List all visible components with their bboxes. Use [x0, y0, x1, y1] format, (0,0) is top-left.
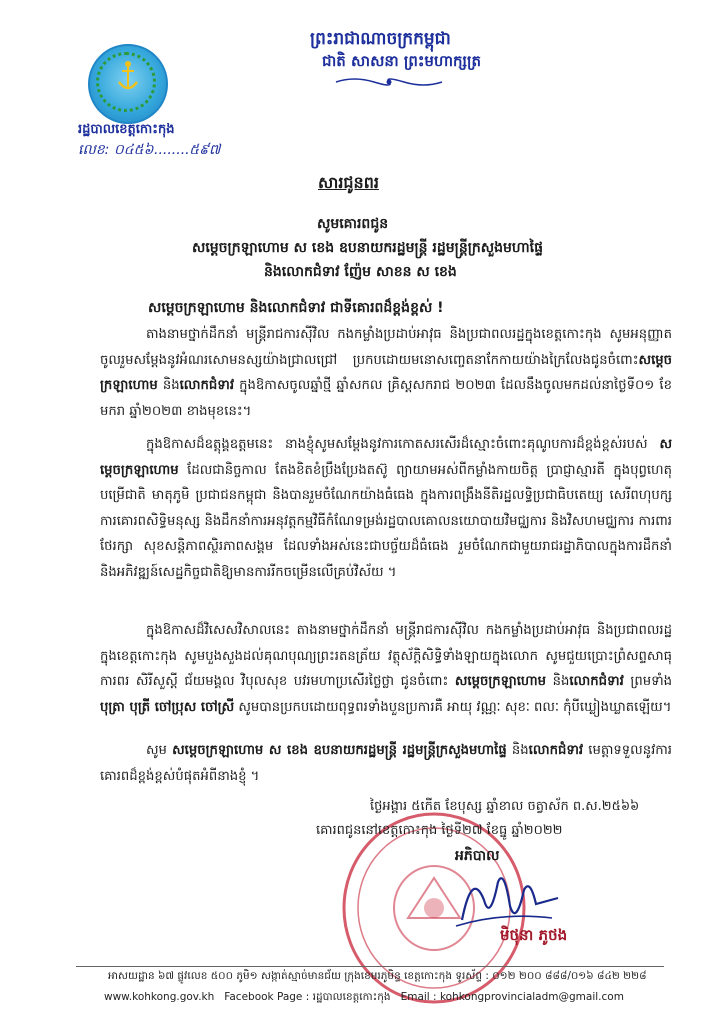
lunar-date: ថ្ងៃអង្គារ ៥កើត ខែបុស្ស ឆ្នាំខាល ចត្វាស័ក ព.ស.២៥៦៦ [370, 799, 640, 814]
paragraph-2 [100, 432, 672, 586]
p1-text-b: និង [157, 378, 180, 394]
footer-email-value[interactable]: kohkongprovincialadm@gmail.com [439, 991, 624, 1003]
anchor-icon [117, 60, 139, 94]
signer-name: មិថុនា ភូថង [500, 926, 568, 944]
footer-website[interactable]: www.kohkong.gov.kh [104, 991, 215, 1003]
kingdom-title: ព្រះរាជាណាចក្រកម្ពុជា [310, 29, 451, 49]
footer-address: អាសយដ្ឋាន ៦៧ ផ្លូវលេខ ៥០០ ភូមិ១ សង្កាត់ស្មាច់មានជ័យ ក្រុងខេមរភូមិន្ទ ខេត្តកោះកុង ទូរស័ព្ទ : ០១២ ២០០ ៨៨៨/០១៦ ៨៤២ ២២៨ [108, 970, 647, 982]
provincial-logo [88, 44, 168, 124]
ornament-divider-icon [334, 76, 444, 88]
signer-position: អភិបាល [455, 848, 500, 864]
footer-email-label: Email : [400, 991, 437, 1003]
footer-facebook-label: Facebook Page : [224, 991, 310, 1003]
paragraph-4 [100, 738, 672, 789]
p4-text-a: សូម [146, 743, 173, 758]
footer-divider [76, 966, 664, 967]
footer-facebook-value[interactable]: រដ្ឋបាលខេត្តកោះកុង [312, 991, 391, 1003]
p3-text-d: សូមបានប្រកបដោយពុទ្ធពរទាំងបួនប្រការគឺ អាយុ វណ្ណៈ សុខៈ ពលៈ កុំបីឃ្លៀងឃ្លាតឡើយ។ [234, 699, 672, 715]
document-title: សារជូនពរ [318, 173, 379, 192]
respect-line: សូមគោរពជូន [317, 216, 389, 232]
p2-text-a: ក្នុងឱកាសដ៏ឧត្តុង្គឧត្តមនេះ នាងខ្ញុំសូមសម្តែងនូវការកោតសរសើរដ៏ស្មោះចំពោះគុណូបការដ៏ខ្ពង់ខ្ពស់របស់ [146, 437, 660, 452]
p1-text-a: តាងនាមថ្នាក់ដឹកនាំ មន្ត្រីរាជការស៊ីវិល កងកម្លាំងប្រដាប់អាវុធ និងប្រជាពលរដ្ឋក្នុងខេត្តកោះកុង សូមអនុញ្ញាតចូលរួមសម្តែងនូវអំណរសោមនស្សយ៉ាងជ្រាលជ្រៅ ប្រកបដោយមនោសញ្ចេតនាកែកាយយ៉ាងក្រៃលែងជូនចំពោះ [100, 327, 672, 368]
salutation: សម្តេចក្រឡាហោម និងលោកជំទាវ ជាទីគោរពដ៏ខ្ពង់ខ្ពស់ ! [148, 300, 444, 316]
paragraph-3 [100, 618, 672, 720]
p3-text-c: ព្រមទាំង [623, 674, 672, 690]
p3-bold-b: លោកជំទាវ [569, 674, 624, 690]
recipient-line-1: សម្តេចក្រឡាហោម ស ខេង ឧបនាយករដ្ឋមន្ត្រី រដ្ឋមន្ត្រីក្រសួងមហាផ្ទៃ [192, 240, 543, 256]
footer-contact [104, 991, 624, 1006]
national-motto: ជាតិ សាសនា ព្រះមហាក្សត្រ [322, 52, 481, 70]
p4-bold-a: សម្តេចក្រឡាហោម ស ខេង ឧបនាយករដ្ឋមន្ត្រី រដ្ឋមន្ត្រីក្រសួងមហាផ្ទៃ [172, 743, 507, 758]
p2-text-b: ដែលជានិច្ចកាល តែងខិតខំប្រឹងប្រែងតស៊ូ ព្យាយាមអស់ពីកម្លាំងកាយចិត្ត ប្រាជ្ញាស្មារតី ក្នុងបុព្វហេតុបម្រើជាតិ មាតុភូមិ ប្រជាជនកម្ពុជា និងបានរួមចំណែកយ៉ាងធំធេង ក្នុងការពង្រឹងនីតិរដ្ឋលទ្ធិប្រជាធិបតេយ្យ សេរីពហុបក្ស ការគោរពសិទ្ធិមនុស្ស និងដឹកនាំការអនុវត្តកម្មវិធីកំណែទម្រង់រដ្ឋបាលគោលនយោបាយវិមជ្ឈការ និងវិសហមជ្ឈការ ការពារ ថែរក្សា សុខសន្តិភាពស្ថិរភាពសង្គម ដែលទាំងអស់នេះជាបច្ច័យដ៏ធំធេង រួមចំណែកជាមួយរាជរដ្ឋាភិបាលក្នុងការដឹកនាំ និងអភិវឌ្ឍន៍សេដ្ឋកិច្ចជាតិឱ្យមានការរីកចម្រើនលើគ្រប់វិស័យ ។ [100, 462, 672, 580]
p1-bold-a: សម្តេចក្រឡាហោម [100, 352, 672, 394]
p2-bold-a: សម្តេចក្រឡាហោម [100, 437, 672, 478]
p1-text-c: ក្នុងឱកាសចូលឆ្នាំថ្មី ឆ្នាំសកល គ្រិស្តសករាជ ២០២៣ ដែលនឹងចូលមកដល់នាថ្ងៃទី០១ ខែមករា ឆ្នាំ២០២៣ ខាងមុខនេះ។ [100, 378, 672, 419]
reference-value: ០៤៥៦........៥៩៧ [113, 142, 221, 158]
p3-bold-a: សម្តេចក្រឡាហោម [454, 674, 547, 690]
p4-bold-b: លោកជំទាវ [528, 743, 584, 758]
p3-text-a: ក្នុងឱកាសដ៏វិសេសវិសាលនេះ តាងនាមថ្នាក់ដឹកនាំ មន្ត្រីរាជការស៊ីវិល កងកម្លាំងប្រដាប់អាវុធ និងប្រជាពលរដ្ឋក្នុងខេត្តកោះកុង សូមបួងសួងដល់គុណបុណ្យព្រះរតនត្រ័យ វត្ថុស័ក្តិសិទ្ធិទាំងឡាយក្នុងលោក សូមជួយប្រោះព្រំសព្ទសាធុការពរ សិរីសួស្តី ជ័យមង្គល វិបុលសុខ បវរមហាប្រសើរថ្លៃថ្លា ជូនចំពោះ [100, 623, 672, 690]
p4-text-b: និង [506, 743, 529, 758]
p3-bold-c: បុត្រា បុត្រី ចៅប្រុស ចៅស្រី [100, 699, 235, 715]
place-and-date: គោរពជូននៅខេត្តកោះកុង ថ្ងៃទី២៧ ខែធ្នូ ឆ្នាំ២០២២ [316, 823, 563, 838]
p4-text-c: មេត្តាទទួលនូវការគោរពដ៏ខ្ពង់ខ្ពស់បំផុតអំពីនាងខ្ញុំ ។ [100, 743, 672, 784]
issuing-office: រដ្ឋបាលខេត្តកោះកុង [78, 122, 175, 137]
p1-bold-b: លោកជំទាវ [179, 378, 235, 394]
p3-text-b: និង [546, 674, 570, 690]
reference-number [78, 140, 220, 161]
reference-label: លេខ: [78, 142, 110, 158]
paragraph-1 [100, 322, 672, 424]
recipient-line-2: និងលោកជំទាវ ញ៉ែម សាខន ស ខេង [264, 264, 457, 280]
